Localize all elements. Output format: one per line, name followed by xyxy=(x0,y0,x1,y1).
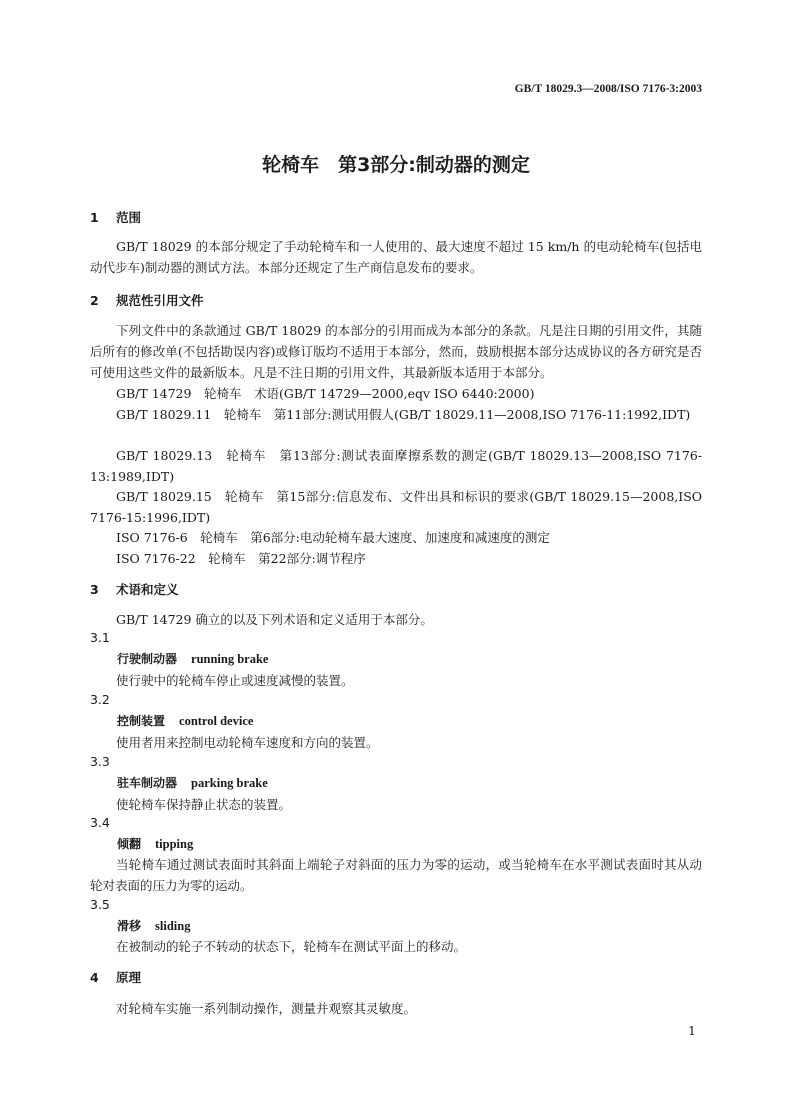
term-chinese: 倾翻 xyxy=(117,837,142,851)
term-heading xyxy=(117,650,268,667)
principle-paragraph: 对轮椅车实施一系列制动操作，测量并观察其灵敏度。 xyxy=(116,1001,417,1016)
clause-number: 3.4 xyxy=(90,815,110,830)
term-definition: 当轮椅车通过测试表面时其斜面上端轮子对斜面的压力为零的运动，或当轮椅车在水平测试表面时其从动轮对表面的压力为零的运动。 xyxy=(90,857,702,893)
term-heading xyxy=(117,774,268,791)
term-definition: 使行驶中的轮椅车停止或速度减慢的装置。 xyxy=(116,673,354,688)
clause-number: 3.2 xyxy=(90,692,110,707)
term-english: sliding xyxy=(155,919,191,933)
term-heading xyxy=(117,835,193,852)
reference-item: GB/T 18029.13 轮椅车 第13部分:测试表面摩擦系数的测定(GB/T 18029.13—2008,ISO 7176-13:1989,IDT) xyxy=(90,448,702,484)
term-heading xyxy=(117,712,253,729)
clause-number: 3.1 xyxy=(90,630,110,645)
term-heading xyxy=(117,917,190,934)
term-english: tipping xyxy=(155,837,194,851)
standard-code-header: GB/T 18029.3—2008/ISO 7176-3:2003 xyxy=(514,83,702,95)
term-chinese: 行驶制动器 xyxy=(117,652,178,666)
reference-item: ISO 7176-6 轮椅车 第6部分:电动轮椅车最大速度、加速度和减速度的测定 xyxy=(116,530,550,545)
term-english: running brake xyxy=(191,652,269,666)
section-number: 3 xyxy=(90,582,99,597)
section-2-heading xyxy=(90,291,204,309)
term-chinese: 滑移 xyxy=(117,919,142,933)
section-title: 规范性引用文件 xyxy=(116,293,204,308)
reference-item: GB/T 18029.15 轮椅车 第15部分:信息发布、文件出具和标识的要求(GB/T 18029.15—2008,ISO 7176-15:1996,IDT) xyxy=(90,489,702,525)
term-english: parking brake xyxy=(191,776,268,790)
term-definition: 在被制动的轮子不转动的状态下，轮椅车在测试平面上的移动。 xyxy=(116,939,467,954)
term-chinese: 控制装置 xyxy=(117,714,166,728)
section-title: 范围 xyxy=(116,210,142,225)
term-english: control device xyxy=(179,714,254,728)
section-1-heading xyxy=(90,208,141,226)
section-number: 2 xyxy=(90,293,99,308)
section-number: 4 xyxy=(90,970,99,985)
term-definition: 使用者用来控制电动轮椅车速度和方向的装置。 xyxy=(116,735,379,750)
document-title: 轮椅车 第3部分:制动器的测定 xyxy=(262,154,530,176)
page-number: 1 xyxy=(688,1023,696,1038)
reference-item: GB/T 18029.11 轮椅车 第11部分:测试用假人(GB/T 18029.11—2008,ISO 7176-11:1992,IDT) xyxy=(116,407,691,422)
reference-item: GB/T 14729 轮椅车 术语(GB/T 14729—2000,eqv ISO 6440:2000) xyxy=(116,386,535,401)
reference-item: ISO 7176-22 轮椅车 第22部分:调节程序 xyxy=(116,551,366,566)
clause-number: 3.3 xyxy=(90,754,110,769)
clause-number: 3.5 xyxy=(90,897,110,912)
terms-intro-paragraph: GB/T 14729 确立的以及下列术语和定义适用于本部分。 xyxy=(116,612,433,627)
term-definition: 使轮椅车保持静止状态的装置。 xyxy=(116,797,292,812)
section-title: 术语和定义 xyxy=(116,582,179,597)
section-title: 原理 xyxy=(116,970,142,985)
section-4-heading xyxy=(90,968,141,986)
section-number: 1 xyxy=(90,210,99,225)
term-chinese: 驻车制动器 xyxy=(117,776,178,790)
section-3-heading xyxy=(90,580,179,598)
scope-paragraph: GB/T 18029 的本部分规定了手动轮椅车和一人使用的、最大速度不超过 15 km/h 的电动轮椅车(包括电动代步车)制动器的测试方法。本部分还规定了生产商信息发布的要求。 xyxy=(90,239,702,275)
references-intro-paragraph: 下列文件中的条款通过 GB/T 18029 的本部分的引用而成为本部分的条款。凡是注日期的引用文件，其随后所有的修改单(不包括勘误内容)或修订版均不适用于本部分，然而，鼓励根据本部分达成协议的各方研究是否可使用这些文件的最新版本。凡是不注日期的引用文件，其最新版本适用于本部分。 xyxy=(90,323,702,380)
